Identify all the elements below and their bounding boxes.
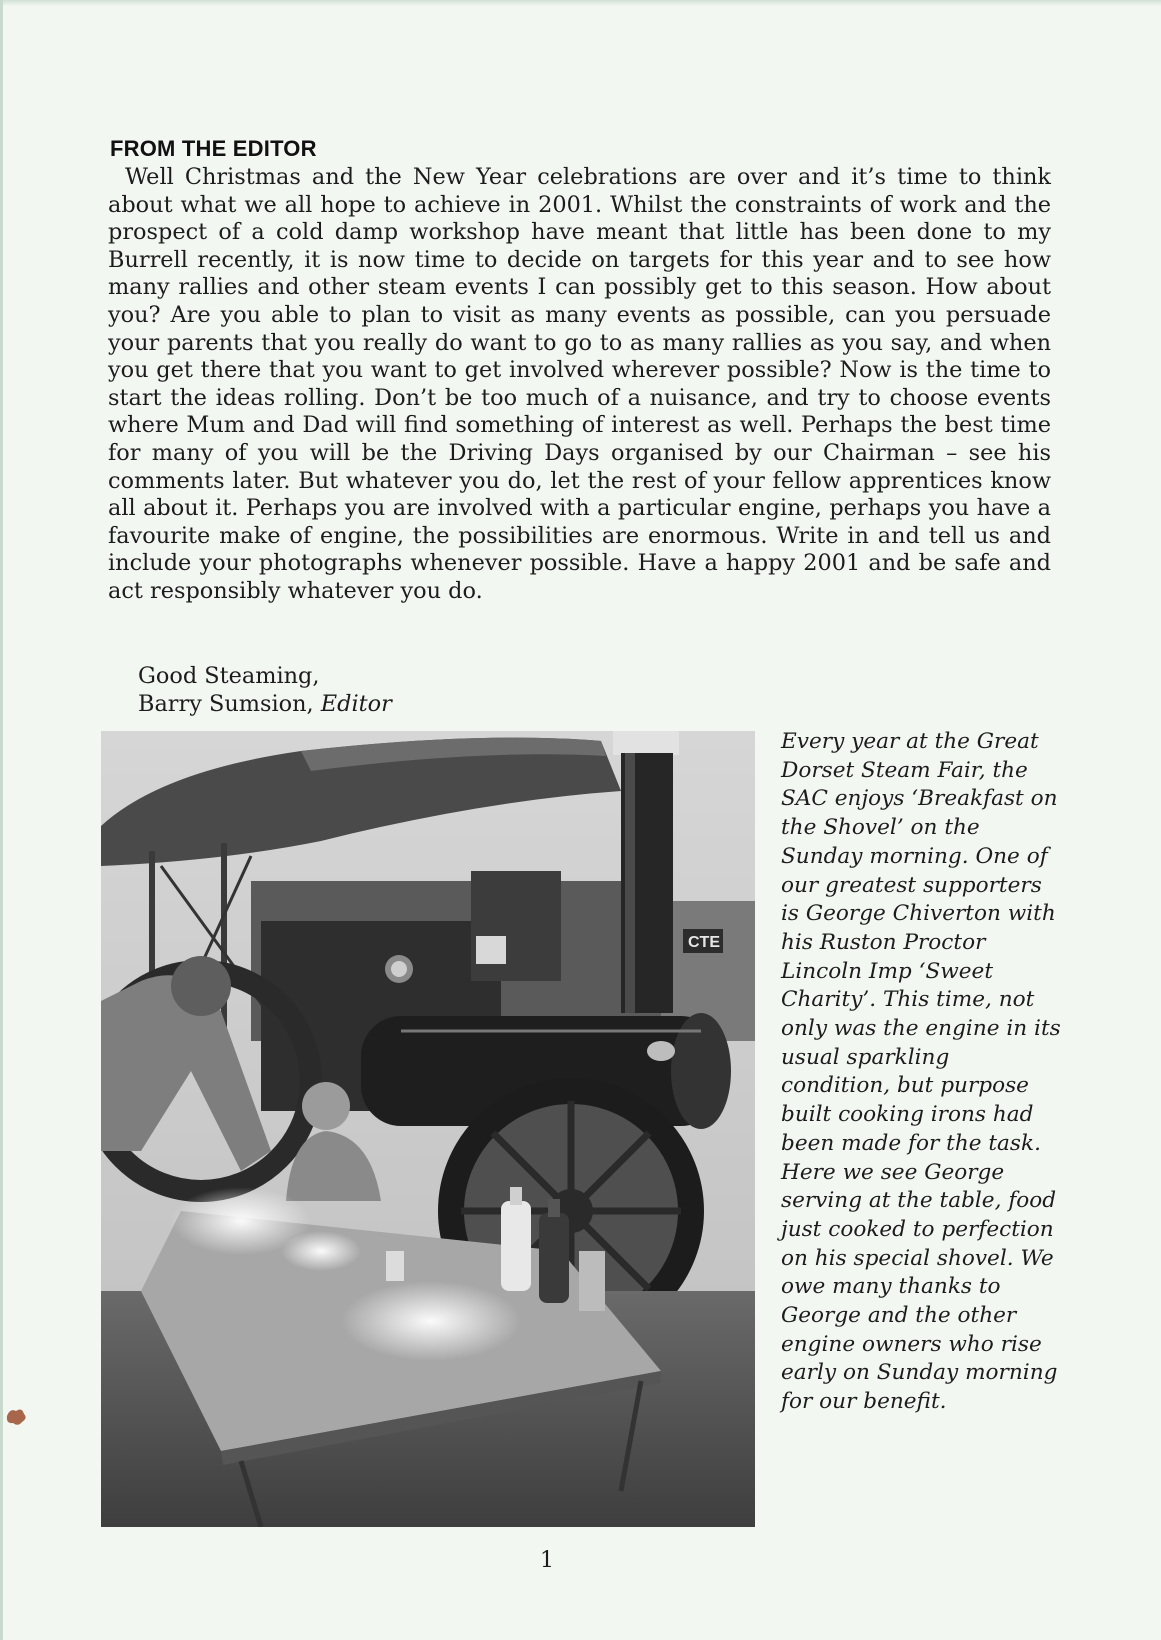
editor-letter-body: Well Christmas and the New Year celebrations are over and it’s time to think about what we all hope to achieve in 2001. Whilst the constraints of work and the prospect of a cold damp workshop have meant that little has been done to my Burrell recently, it is now time to decide on targets for this year and to see how many rallies and other steam events I can possibly get to this season. How about you? Are you able to plan to visit as many events as possible, can you persuade your parents that you really do want to go to as many rallies as you say, and when you get there that you want to get involved wherever possible? Now is the time to start the ideas rolling. Don’t be too much of a nuisance, and try to choose events where Mum and Dad will find something of interest as well. Perhaps the best time for many of you will be the Driving Days organised by our Chairman – see his comments later. But whatever you do, let the rest of your fellow apprentices know all about it. Perhaps you are involved with a particular engine, perhaps you have a favourite make of engine, the possibilities are enormous. Write in and tell us and include your photographs whenever possible. Have a happy 2001 and be safe and act responsibly whatever you do. [108, 164, 1051, 604]
author-title: Editor [320, 691, 392, 717]
steam-engine-photo [101, 731, 755, 1527]
signoff-block [138, 662, 392, 718]
author-name: Barry Sumsion, [138, 691, 314, 717]
signoff-greeting: Good Steaming, [138, 663, 320, 689]
page-top-edge [0, 0, 1161, 6]
page-left-edge [0, 0, 3, 1640]
signoff-author-line [138, 690, 392, 718]
page-number: 1 [540, 1548, 554, 1573]
article-heading: FROM THE EDITOR [110, 136, 317, 161]
paper-stain [4, 1406, 28, 1428]
background-sign: CTE [688, 934, 720, 951]
photo-caption: Every year at the Great Dorset Steam Fair, the SAC enjoys ‘Breakfast on the Shovel’ on the Sunday morning. One of our greatest supporters is George Chiverton with his Ruston Proctor Lincoln Imp ‘Sweet Charity’. This time, not only was the engine in its usual sparkling condition, but purpose built cooking irons had been made for the task. Here we see George serving at the table, food just cooked to perfection on his special shovel. We owe many thanks to George and the other engine owners who rise early on Sunday morning for our benefit. [781, 729, 1061, 1415]
